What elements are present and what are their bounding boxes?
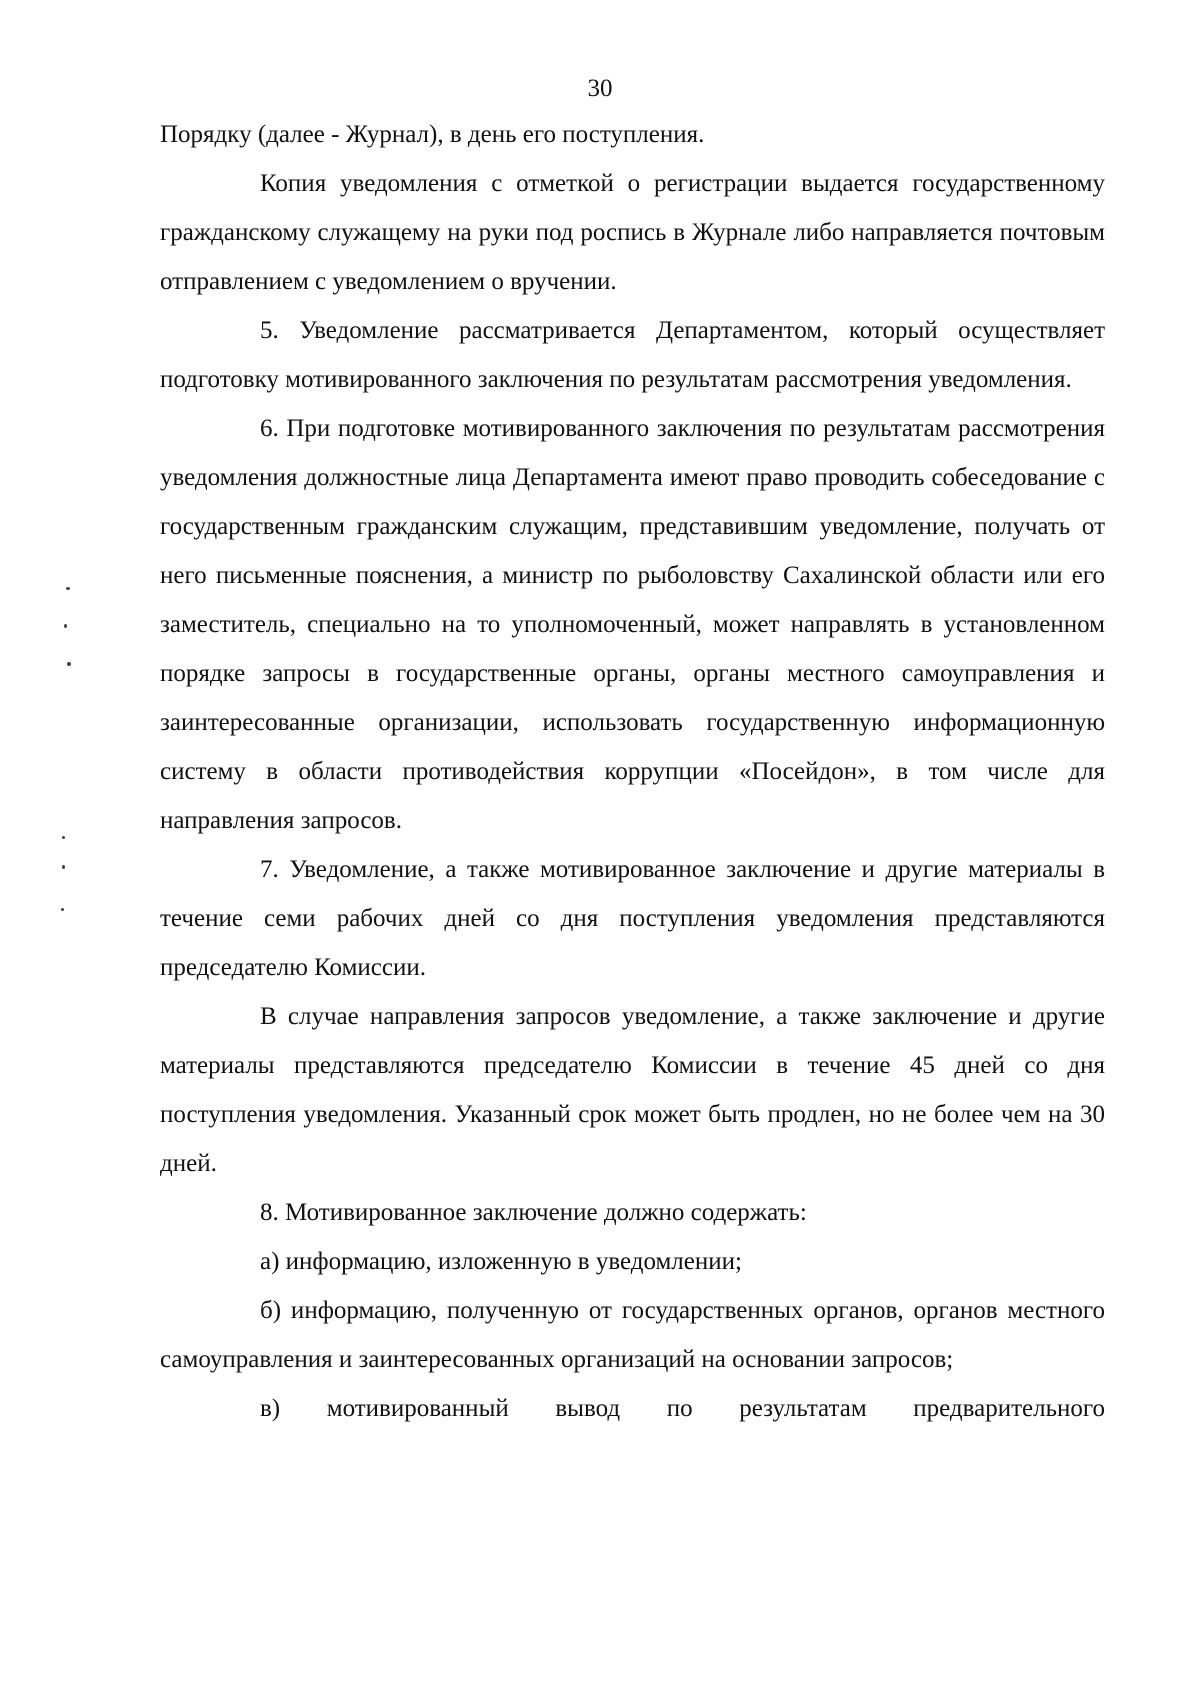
scan-speck <box>62 865 65 869</box>
paragraph-item-8: 8. Мотивированное заключение должно содержать: <box>260 1199 807 1226</box>
paragraph-item-6: 6. При подготовке мотивированного заключения по результатам рассмотрения уведомления должностные лица Департамента имеют право проводить собеседование с государственным гражданским служащим, представившим уведомление, получать от него письменные пояснения, а министр по рыболовству Сахалинской области или его заместитель, специально на то уполномоченный, может направлять в установленном порядке запросы в государственные органы, органы местного самоуправления и заинтересованные организации, использовать государственную информационную систему в области противодействия коррупции «Посейдон», в том числе для направления запросов. <box>160 415 1105 834</box>
scan-speck <box>64 624 67 628</box>
paragraph-item-5: 5. Уведомление рассматривается Департаментом, который осуществляет подготовку мотивированного заключения по результатам рассмотрения уведомления. <box>160 317 1105 393</box>
list-item-b: б) информацию, полученную от государственных органов, органов местного самоуправления и заинтересованных организаций на основании запросов; <box>160 1297 1105 1373</box>
list-item-v: в) мотивированный вывод по результатам предварительного <box>260 1395 1105 1422</box>
page-number: 30 <box>587 75 613 102</box>
scan-speck <box>67 662 71 666</box>
paragraph-journal-registration: Порядку (далее - Журнал), в день его поступления. <box>160 121 705 148</box>
scan-speck <box>61 908 64 911</box>
paragraph-notification-copy: Копия уведомления с отметкой о регистрации выдается государственному гражданскому служащему на руки под роспись в Журнале либо направляется почтовым отправлением с уведомлением о вручении. <box>160 170 1105 295</box>
list-item-a: а) информацию, изложенную в уведомлении; <box>260 1248 742 1275</box>
scan-speck <box>66 587 70 590</box>
paragraph-requests-case: В случае направления запросов уведомление, а также заключение и другие материалы представляются председателю Комиссии в течение 45 дней со дня поступления уведомления. Указанный срок может быть продлен, но не более чем на 30 дней. <box>160 1003 1105 1177</box>
scan-speck <box>62 836 65 839</box>
document-body <box>160 110 1105 1433</box>
paragraph-item-7: 7. Уведомление, а также мотивированное заключение и другие материалы в течение семи рабочих дней со дня поступления уведомления представляются председателю Комиссии. <box>160 856 1105 981</box>
